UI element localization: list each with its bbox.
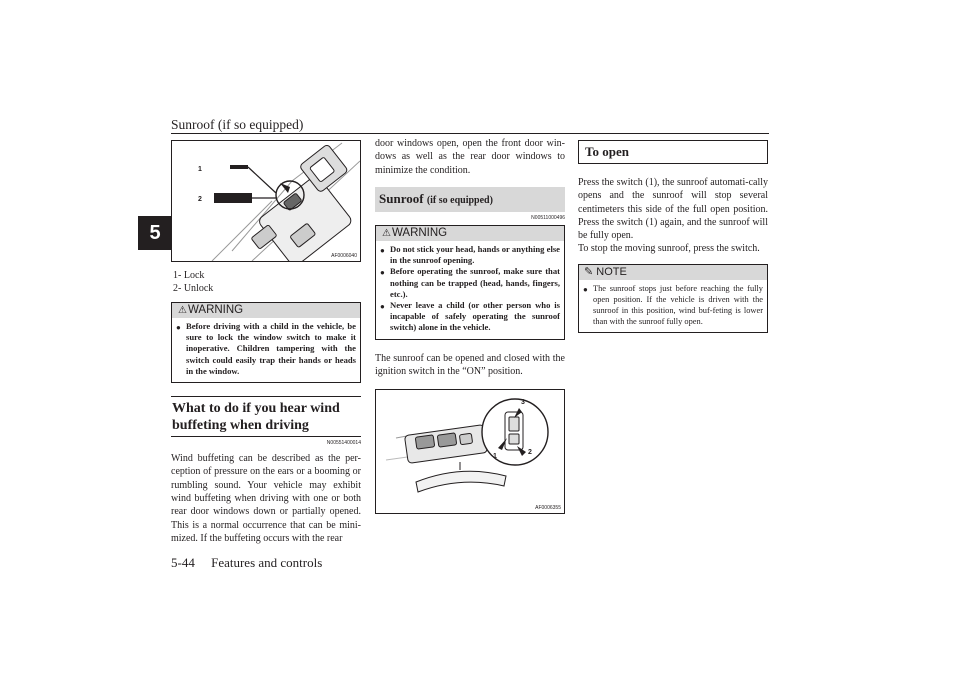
page-number: 5-44 <box>171 555 195 570</box>
column-1 <box>171 140 361 545</box>
paragraph: door windows open, open the front door win-dows as well as the rear door windows to minimize the condition. <box>375 138 565 176</box>
note-body <box>579 280 767 332</box>
warning-item-text: Before driving with a child in the vehicle, be sure to lock the window switch to make it inoperative. Children tampering with the switch could easily trap their hands or heads in the window. <box>186 321 356 376</box>
sunroof-switch-figure <box>375 389 565 514</box>
note-header <box>579 265 767 280</box>
warning-triangle-icon: ⚠ <box>382 227 391 239</box>
figure-code: AF0006040 <box>331 253 357 259</box>
column-2 <box>375 137 565 514</box>
note-icon: ✎ <box>584 265 594 278</box>
warning-header <box>376 226 564 241</box>
note-label: NOTE <box>596 265 627 278</box>
warning-header <box>172 303 360 318</box>
section-title-suffix: (if so equipped) <box>426 194 493 206</box>
warning-item-text: Do not stick your head, hands or anything else in the sunroof opening. <box>390 243 560 266</box>
footer-section: Features and controls <box>211 555 323 570</box>
column-3 <box>578 140 768 333</box>
chapter-tab: 5 <box>138 216 172 250</box>
bullet-icon: ● <box>380 245 385 255</box>
figure-legend <box>171 269 361 295</box>
warning-item-text: Never leave a child (or other person who is incapable of safely operating the sunroof switch) alone in the vehicle. <box>390 299 560 333</box>
bullet-icon: ● <box>380 301 385 311</box>
warning-item-text: Before operating the sunroof, make sure that nothing can be trapped (head, hands, fingers, etc.). <box>390 266 560 299</box>
callout-1: 1 <box>198 166 202 173</box>
header-rule <box>171 133 769 134</box>
legend-item: 1- Lock <box>173 270 205 281</box>
legend-item: 2- Unlock <box>173 283 214 294</box>
sunroof-switch-illustration <box>376 390 564 513</box>
callout-2: 2 <box>528 449 532 457</box>
bullet-icon: ● <box>176 323 181 332</box>
section-code: N00511000496 <box>531 214 565 221</box>
callout-2: 2 <box>198 196 202 203</box>
warning-item <box>380 300 560 334</box>
page-header: Sunroof (if so equipped) <box>171 117 304 132</box>
warning-item <box>176 321 356 377</box>
warning-label: WARNING <box>391 226 448 239</box>
warning-body <box>172 318 360 382</box>
warning-triangle-icon: ⚠ <box>178 305 187 316</box>
section-title: What to do if you hear wind buffeting when driving <box>171 396 361 437</box>
note-item <box>583 283 763 327</box>
bullet-icon: ● <box>583 284 588 294</box>
section-title: To open <box>578 140 768 164</box>
warning-body <box>376 241 564 339</box>
window-switch-illustration <box>172 141 360 261</box>
section-title-bar <box>375 187 565 212</box>
warning-box <box>171 302 361 383</box>
section-title: Sunroof <box>379 190 424 206</box>
page-footer <box>171 555 322 571</box>
callout-1: 1 <box>493 453 497 461</box>
section-code: N00551400014 <box>326 440 361 447</box>
note-item-text: The sunroof stops just before reaching the fully open position. If the vehicle is driven with the sunroof in this position, wind buf-feting is lower than with the sunroof fully open. <box>593 283 763 326</box>
note-box <box>578 264 768 333</box>
warning-item <box>380 244 560 266</box>
warning-box <box>375 225 565 340</box>
paragraph: Press the switch (1), the sunroof automati-cally opens and the sunroof will stop several centimeters this side of the full open position. Press the switch (1) again, and the sunroof will be fully open. To stop the moving sunroof, press the switch. <box>578 177 768 255</box>
window-switch-figure <box>171 140 361 262</box>
bullet-icon: ● <box>380 268 385 278</box>
callout-3: 3 <box>521 399 525 407</box>
warning-label: WARNING <box>187 304 244 316</box>
paragraph: Wind buffeting can be described as the per-ception of pressure on the ears or a booming or rumbling sound. Your vehicle may exhibit wind buffeting when driving with one or both rear door windows down or partially opened. This is a normal occurrence that can be mini-mized. If the buffeting occurs with the rear <box>171 453 361 544</box>
warning-item <box>380 266 560 300</box>
paragraph: The sunroof can be opened and closed with the ignition switch in the “ON” position. <box>375 352 565 377</box>
figure-code: AF0006355 <box>535 505 561 512</box>
